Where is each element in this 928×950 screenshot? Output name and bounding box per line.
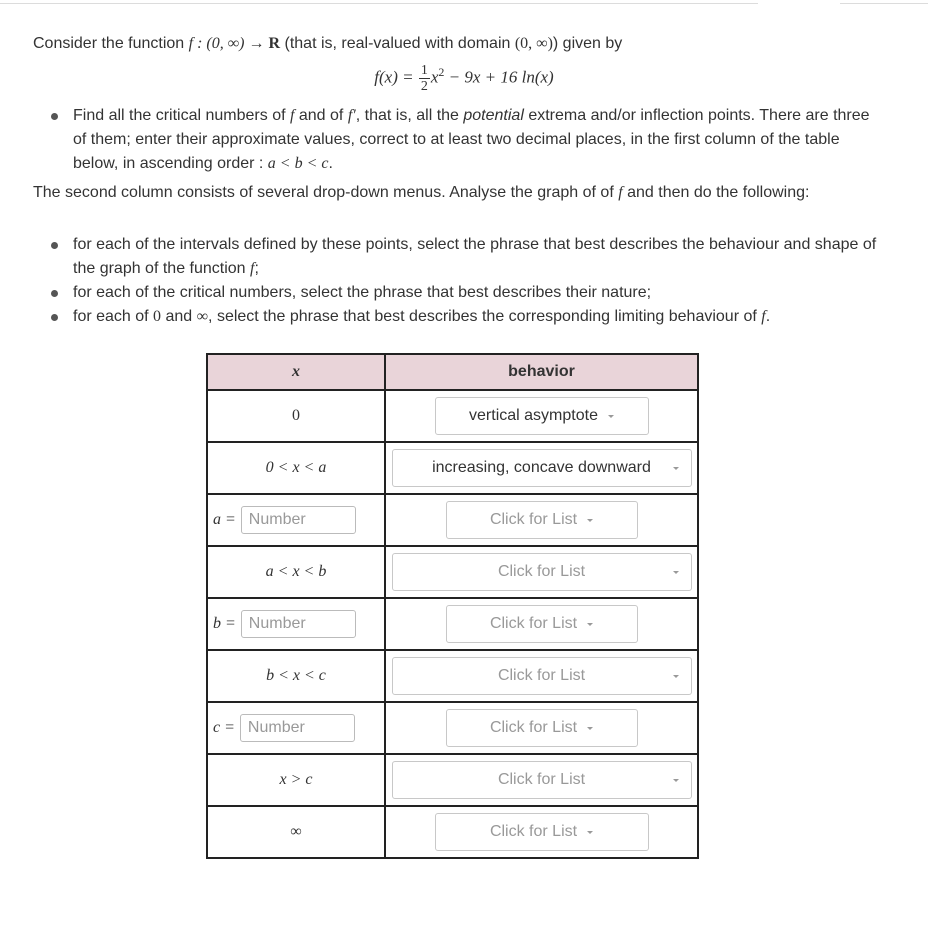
table-row (207, 442, 698, 494)
table-row (207, 702, 698, 754)
top-divider-right (840, 3, 928, 4)
function-signature: f : (0, ∞) → (188, 35, 269, 52)
chevron-down-icon (587, 623, 593, 626)
x-cell (207, 598, 385, 650)
x-cell: x > c (207, 754, 385, 806)
chevron-down-icon (673, 779, 679, 782)
table-row (207, 546, 698, 598)
behavior-select-a[interactable]: Click for List (446, 501, 638, 539)
chevron-down-icon (587, 519, 593, 522)
x-cell: b < x < c (207, 650, 385, 702)
behavior-cell (385, 806, 698, 858)
c-number-input[interactable] (240, 714, 355, 742)
chevron-down-icon (587, 831, 593, 834)
chevron-down-icon (673, 571, 679, 574)
behavior-select-a-b[interactable]: Click for List (392, 553, 692, 591)
behavior-cell (385, 390, 698, 442)
behavior-cell (385, 702, 698, 754)
a-number-input[interactable] (241, 506, 356, 534)
chevron-down-icon (608, 415, 614, 418)
x-cell (207, 494, 385, 546)
behavior-select-infinity[interactable]: Click for List (435, 813, 649, 851)
chevron-down-icon (673, 675, 679, 678)
table-row (207, 754, 698, 806)
table-header-row (207, 354, 698, 390)
x-cell: 0 (207, 390, 385, 442)
behavior-cell (385, 650, 698, 702)
list-item: for each of 0 and ∞, select the phrase that best describes the corresponding limiting behaviour of f. (33, 305, 883, 329)
function-formula: f(x) = $\frac{1}{2}$ $x^2 - 9x + 16$ ln(x) (374, 63, 554, 94)
list-item: Find all the critical numbers of f and of f′, that is, all the potential extrema and/or inflection points. There are three of them; enter their approximate values, correct to at least two decimal places, in the first column of the table below, in ascending order : a < b < c. (33, 104, 883, 176)
x-cell (207, 702, 385, 754)
behavior-select-x-gt-c[interactable]: Click for List (392, 761, 692, 799)
instructions-list-2 (33, 233, 883, 329)
instructions-paragraph: The second column consists of several drop-down menus. Analyse the graph of of f and then do the following: (33, 184, 810, 201)
behavior-select-0[interactable]: vertical asymptote (435, 397, 649, 435)
x-cell: a < x < b (207, 546, 385, 598)
reals-symbol: R (268, 35, 281, 52)
list-item: for each of the intervals defined by these points, select the phrase that best describes the behaviour and shape of the graph of the function f; (33, 233, 883, 281)
header-x: x (207, 354, 385, 390)
fraction-half: $\frac{1}{2}$ (420, 63, 428, 94)
a-label: a = (213, 511, 236, 528)
c-label: c = (213, 719, 235, 736)
intro-text: Consider the function f : (0, ∞) → R (that is, real-valued with domain (0, ∞)) given by (33, 35, 623, 52)
behavior-select-b[interactable]: Click for List (446, 605, 638, 643)
table-row (207, 650, 698, 702)
behavior-table (206, 353, 699, 859)
x-cell: 0 < x < a (207, 442, 385, 494)
behavior-cell (385, 442, 698, 494)
domain-interval: (0, ∞) (514, 35, 553, 52)
instructions-list-1 (33, 104, 883, 176)
behavior-select-0-a[interactable]: increasing, concave downward (392, 449, 692, 487)
behavior-cell (385, 494, 698, 546)
list-item: for each of the critical numbers, select the phrase that best describes their nature; (33, 281, 883, 305)
x-cell: ∞ (207, 806, 385, 858)
table-row (207, 806, 698, 858)
chevron-down-icon (587, 727, 593, 730)
table-row (207, 390, 698, 442)
chevron-down-icon (673, 467, 679, 470)
behavior-cell (385, 598, 698, 650)
behavior-select-c[interactable]: Click for List (446, 709, 638, 747)
behavior-cell (385, 754, 698, 806)
behavior-select-b-c[interactable]: Click for List (392, 657, 692, 695)
behavior-cell (385, 546, 698, 598)
b-label: b = (213, 615, 236, 632)
table-row (207, 598, 698, 650)
b-number-input[interactable] (241, 610, 356, 638)
header-behavior: behavior (385, 354, 698, 390)
table-row (207, 494, 698, 546)
top-divider-left (0, 3, 758, 4)
